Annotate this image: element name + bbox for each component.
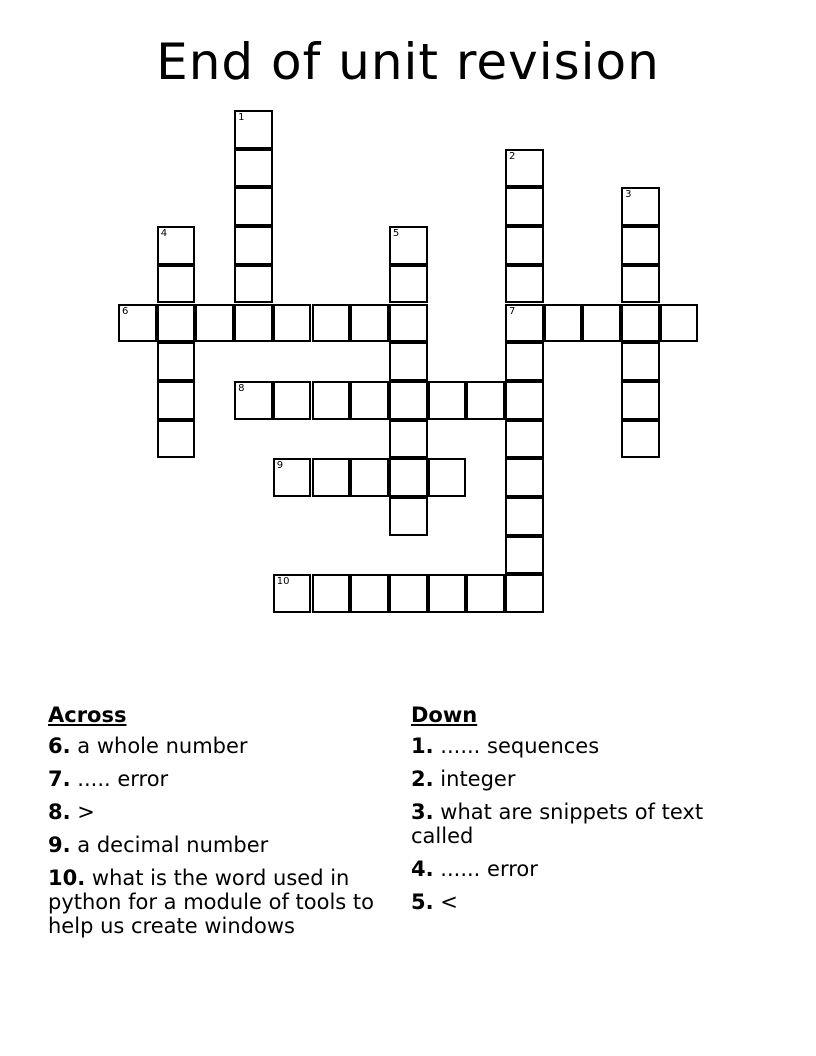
grid-cell[interactable] xyxy=(389,420,428,459)
clue-number: 5 xyxy=(411,890,426,914)
grid-cell[interactable] xyxy=(273,574,312,613)
cell-input[interactable] xyxy=(623,189,658,224)
down-clues xyxy=(411,702,711,923)
grid-cell[interactable] xyxy=(582,304,621,343)
grid-cell[interactable] xyxy=(389,497,428,536)
grid-cell[interactable] xyxy=(234,304,273,343)
clue-down-5: 5. < xyxy=(411,890,458,914)
grid-cell[interactable] xyxy=(660,304,699,343)
grid-cell[interactable] xyxy=(505,458,544,497)
grid-cell[interactable] xyxy=(234,265,273,304)
grid-cell[interactable] xyxy=(157,304,196,343)
cell-input[interactable] xyxy=(314,306,349,341)
cell-input[interactable] xyxy=(430,576,465,611)
cell-input[interactable] xyxy=(507,151,542,186)
grid-cell[interactable] xyxy=(505,574,544,613)
cell-input[interactable] xyxy=(352,460,387,495)
cell-input[interactable] xyxy=(430,460,465,495)
grid-cell[interactable] xyxy=(157,381,196,420)
cell-input[interactable] xyxy=(120,306,155,341)
grid-cell[interactable] xyxy=(621,304,660,343)
clue-down-2: 2. integer xyxy=(411,767,516,791)
grid-cell[interactable] xyxy=(621,381,660,420)
clue-text: integer xyxy=(440,767,516,791)
grid-cell[interactable] xyxy=(505,342,544,381)
grid-cell[interactable] xyxy=(157,420,196,459)
across-clues xyxy=(48,702,398,947)
grid-cell[interactable] xyxy=(350,304,389,343)
cell-input[interactable] xyxy=(507,576,542,611)
page-title: End of unit revision xyxy=(156,33,660,91)
cell-input[interactable] xyxy=(507,228,542,263)
cell-input[interactable] xyxy=(507,422,542,457)
grid-cell[interactable] xyxy=(505,536,544,575)
grid-cell[interactable] xyxy=(466,381,505,420)
clue-down-3: 3. what are snippets of text called xyxy=(411,800,704,848)
cell-input[interactable] xyxy=(391,383,426,418)
cell-input[interactable] xyxy=(159,228,194,263)
cell-input[interactable] xyxy=(275,306,310,341)
cell-input[interactable] xyxy=(623,228,658,263)
cell-input[interactable] xyxy=(662,306,697,341)
grid-cell[interactable] xyxy=(234,187,273,226)
clue-down-4: 4. ...... error xyxy=(411,857,538,881)
clue-number: 9 xyxy=(48,833,63,857)
clue-text: > xyxy=(77,800,95,824)
cell-input[interactable] xyxy=(391,422,426,457)
grid-cell[interactable] xyxy=(505,381,544,420)
cell-input[interactable] xyxy=(507,189,542,224)
grid-cell[interactable] xyxy=(544,304,583,343)
cell-input[interactable] xyxy=(623,267,658,302)
cell-input[interactable] xyxy=(623,422,658,457)
grid-cell[interactable] xyxy=(505,265,544,304)
grid-cell[interactable] xyxy=(389,342,428,381)
grid-cell[interactable] xyxy=(312,574,351,613)
cell-input[interactable] xyxy=(507,460,542,495)
grid-cell[interactable] xyxy=(312,381,351,420)
cell-input[interactable] xyxy=(391,460,426,495)
clue-across-8: 8. > xyxy=(48,800,95,824)
cell-input[interactable] xyxy=(159,306,194,341)
cell-input[interactable] xyxy=(391,576,426,611)
cell-input[interactable] xyxy=(391,267,426,302)
grid-cell[interactable] xyxy=(621,265,660,304)
cell-input[interactable] xyxy=(352,383,387,418)
cell-input[interactable] xyxy=(507,306,542,341)
grid-cell[interactable] xyxy=(350,381,389,420)
cell-number: 10 xyxy=(276,576,290,588)
grid-cell[interactable] xyxy=(312,304,351,343)
cell-input[interactable] xyxy=(275,460,310,495)
cell-input[interactable] xyxy=(546,306,581,341)
grid-cell[interactable] xyxy=(118,304,157,343)
clue-across-10: 10. what is the word used in python for a module of tools to help us create windows xyxy=(48,866,374,938)
cell-input[interactable] xyxy=(159,383,194,418)
grid-cell[interactable] xyxy=(505,420,544,459)
cell-input[interactable] xyxy=(236,151,271,186)
clue-number: 6 xyxy=(48,734,63,758)
clue-text: a whole number xyxy=(77,734,248,758)
across-heading: Across xyxy=(48,703,127,727)
grid-cell[interactable] xyxy=(389,304,428,343)
grid-cell[interactable] xyxy=(389,381,428,420)
cell-input[interactable] xyxy=(391,228,426,263)
grid-cell[interactable] xyxy=(621,187,660,226)
grid-cell[interactable] xyxy=(428,574,467,613)
grid-cell[interactable] xyxy=(621,420,660,459)
grid-cell[interactable] xyxy=(505,304,544,343)
grid-cell[interactable] xyxy=(466,574,505,613)
clue-across-6: 6. a whole number xyxy=(48,734,248,758)
grid-cell[interactable] xyxy=(505,149,544,188)
cell-input[interactable] xyxy=(236,228,271,263)
cell-input[interactable] xyxy=(314,576,349,611)
cell-input[interactable] xyxy=(314,383,349,418)
cell-number: 6 xyxy=(122,305,129,317)
grid-cell[interactable] xyxy=(273,458,312,497)
cell-input[interactable] xyxy=(507,344,542,379)
grid-cell[interactable] xyxy=(234,226,273,265)
cell-input[interactable] xyxy=(352,576,387,611)
grid-cell[interactable] xyxy=(505,226,544,265)
cell-input[interactable] xyxy=(236,112,271,147)
cell-input[interactable] xyxy=(623,383,658,418)
clue-text: what are snippets of text called xyxy=(411,800,704,848)
grid-cell[interactable] xyxy=(312,458,351,497)
cell-input[interactable] xyxy=(236,267,271,302)
grid-cell[interactable] xyxy=(273,304,312,343)
cell-input[interactable] xyxy=(275,383,310,418)
cell-input[interactable] xyxy=(159,267,194,302)
grid-cell[interactable] xyxy=(157,226,196,265)
clue-number: 3 xyxy=(411,800,426,824)
cell-input[interactable] xyxy=(468,576,503,611)
clue-down-1: 1. ...... sequences xyxy=(411,734,600,758)
grid-cell[interactable] xyxy=(389,265,428,304)
cell-input[interactable] xyxy=(623,344,658,379)
grid-cell[interactable] xyxy=(350,574,389,613)
cell-input[interactable] xyxy=(507,538,542,573)
cell-input[interactable] xyxy=(275,576,310,611)
clue-across-7: 7. ..... error xyxy=(48,767,169,791)
clue-text: < xyxy=(440,890,458,914)
clue-number: 8 xyxy=(48,800,63,824)
cell-number: 4 xyxy=(160,228,168,240)
grid-cell[interactable] xyxy=(234,110,273,149)
cell-input[interactable] xyxy=(468,383,503,418)
cell-input[interactable] xyxy=(507,267,542,302)
grid-cell[interactable] xyxy=(505,187,544,226)
cell-input[interactable] xyxy=(314,460,349,495)
cell-input[interactable] xyxy=(391,306,426,341)
grid-cell[interactable] xyxy=(428,458,467,497)
clue-text: a decimal number xyxy=(77,833,269,857)
cell-input[interactable] xyxy=(236,189,271,224)
cell-input[interactable] xyxy=(391,344,426,379)
grid-cell[interactable] xyxy=(350,458,389,497)
cell-input[interactable] xyxy=(623,306,658,341)
grid-cell[interactable] xyxy=(428,381,467,420)
cell-number: 8 xyxy=(238,382,245,394)
grid-cell[interactable] xyxy=(389,574,428,613)
grid-cell[interactable] xyxy=(389,458,428,497)
grid-cell[interactable] xyxy=(234,381,273,420)
cell-input[interactable] xyxy=(391,499,426,534)
cell-input[interactable] xyxy=(197,306,232,341)
cell-input[interactable] xyxy=(236,383,271,418)
clue-number: 10 xyxy=(48,866,78,890)
grid-cell[interactable] xyxy=(273,381,312,420)
grid-cell[interactable] xyxy=(389,226,428,265)
grid-cell[interactable] xyxy=(157,265,196,304)
grid-cell[interactable] xyxy=(157,342,196,381)
clue-text: ...... sequences xyxy=(440,734,600,758)
grid-cell[interactable] xyxy=(505,497,544,536)
down-heading: Down xyxy=(411,703,478,727)
cell-number: 1 xyxy=(238,112,245,123)
cell-input[interactable] xyxy=(507,383,542,418)
grid-cell[interactable] xyxy=(195,304,234,343)
cell-number: 2 xyxy=(509,150,516,162)
cell-number: 7 xyxy=(509,305,516,317)
clue-across-9: 9. a decimal number xyxy=(48,833,269,857)
grid-cell[interactable] xyxy=(621,342,660,381)
cell-number: 9 xyxy=(276,460,284,472)
clue-text: ...... error xyxy=(440,857,538,881)
clue-number: 7 xyxy=(48,767,63,791)
cell-input[interactable] xyxy=(352,306,387,341)
cell-number: 3 xyxy=(625,189,632,201)
clue-number: 4 xyxy=(411,857,426,881)
clue-number: 2 xyxy=(411,767,426,791)
cell-input[interactable] xyxy=(236,306,271,341)
grid-cell[interactable] xyxy=(621,226,660,265)
cell-number: 5 xyxy=(392,228,400,240)
cell-input[interactable] xyxy=(430,383,465,418)
cell-input[interactable] xyxy=(159,422,194,457)
cell-input[interactable] xyxy=(584,306,619,341)
clue-text: what is the word used in python for a module of tools to help us create windows xyxy=(48,866,374,938)
cell-input[interactable] xyxy=(159,344,194,379)
clue-number: 1 xyxy=(411,734,426,758)
clue-text: ..... error xyxy=(77,767,169,791)
grid-cell[interactable] xyxy=(234,149,273,188)
cell-input[interactable] xyxy=(507,499,542,534)
